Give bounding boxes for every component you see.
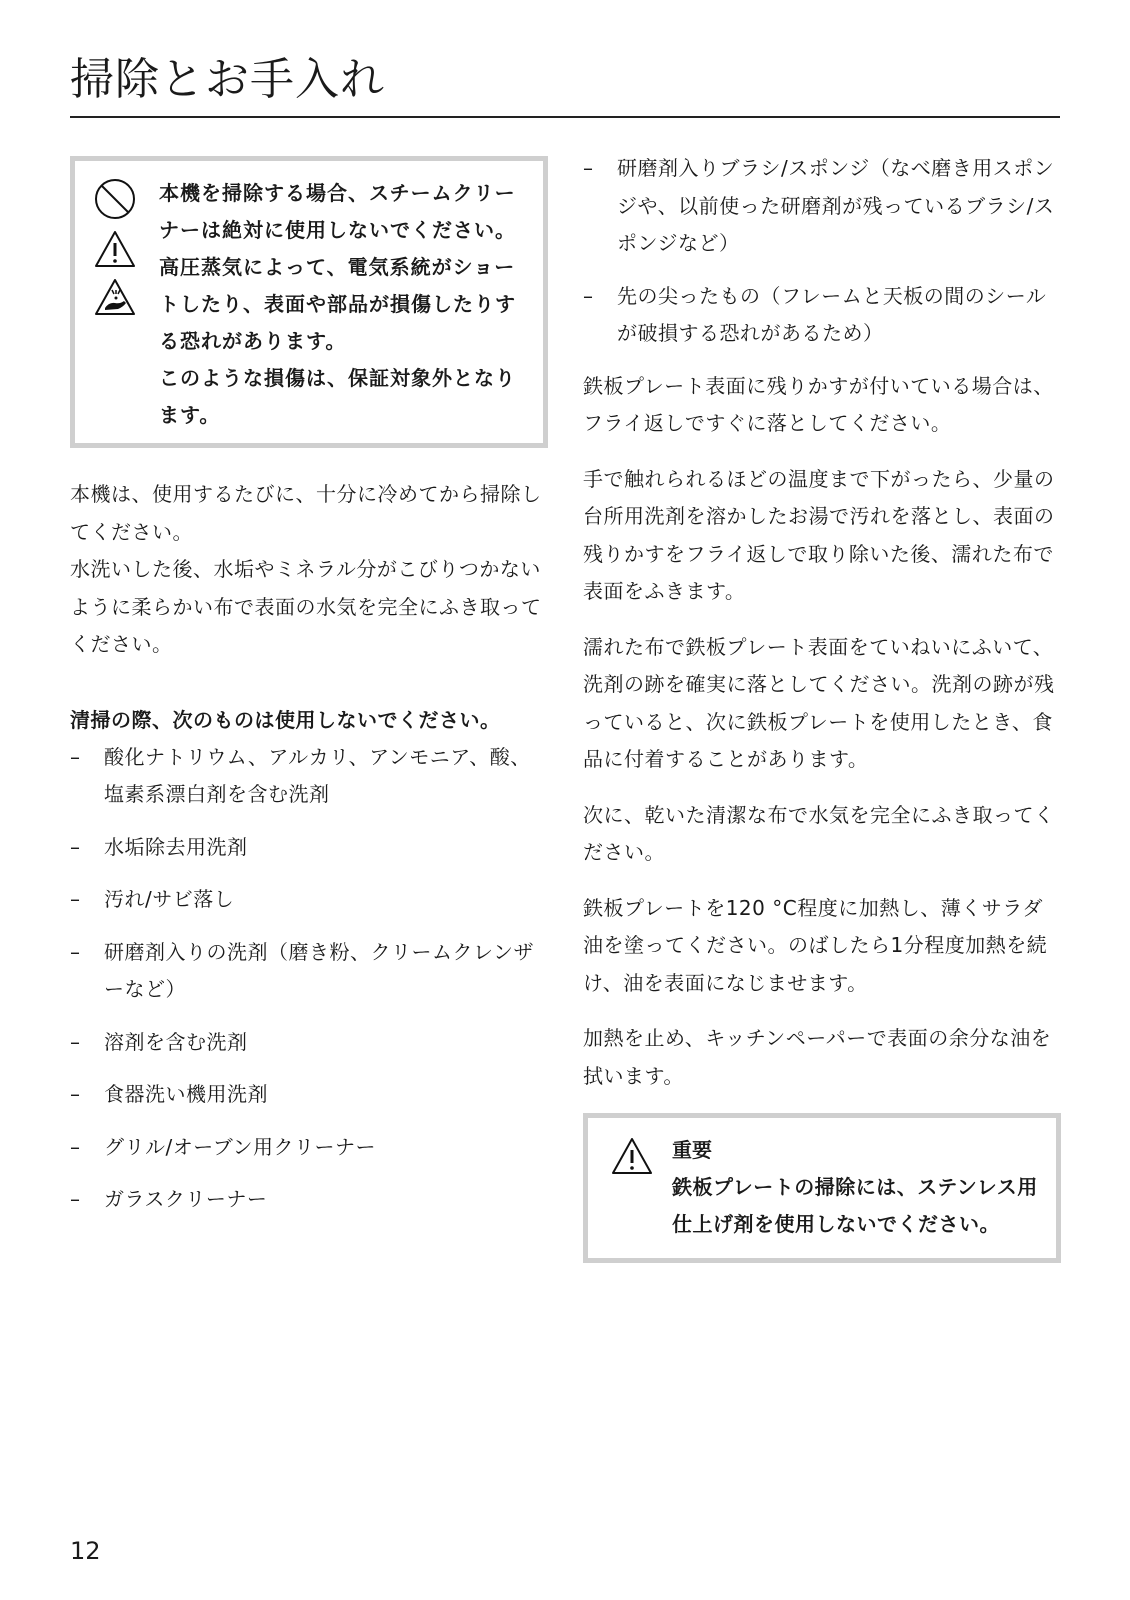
list-item	[70, 1076, 548, 1114]
warning-notice	[70, 156, 548, 448]
cleaning-paragraph: 濡れた布で鉄板プレート表面をていねいにふいて、洗剤の跡を確実に落としてください。洗剤の跡が残っていると、次に鉄板プレートを使用したとき、食品に付着することがあります。	[583, 634, 1055, 771]
cleaning-paragraph: 加熱を止め、キッチンペーパーで表面の余分な油を拭います。	[583, 1026, 1052, 1088]
intro-text	[70, 476, 548, 664]
cleaning-paragraph: 次に、乾いた清潔な布で水気を完全にふき取ってください。	[583, 802, 1055, 864]
dash-bullet: –	[70, 1082, 81, 1106]
dash-bullet: –	[583, 283, 594, 308]
right-column	[583, 150, 1061, 1263]
list-item-text: 水垢除去用洗剤	[104, 834, 248, 859]
list-item	[583, 278, 1061, 353]
list-item	[70, 1181, 548, 1219]
list-item	[70, 739, 548, 814]
warning-triangle-icon	[93, 229, 137, 269]
cleaning-paragraph: 手で触れられるほどの温度まで下がったら、少量の台所用洗剤を溶かしたお湯で汚れを落とし、表面の残りかすをフライ返しで取り除いた後、濡れた布で表面をふきます。	[583, 466, 1055, 603]
warning-text	[159, 175, 529, 434]
list-item	[70, 881, 548, 919]
prohibited-items-heading: 清掃の際、次のものは使用しないでください。	[70, 707, 501, 732]
dash-bullet: –	[70, 939, 81, 964]
list-item	[70, 1024, 548, 1062]
list-item-text: 研磨剤入りブラシ/スポンジ（なべ磨き用スポンジや、以前使った研磨剤が残っているブラシ/スポンジなど）	[617, 156, 1055, 255]
list-item-text: 汚れ/サビ落し	[104, 887, 235, 911]
cleaning-paragraph: 鉄板プレート表面に残りかすが付いている場合は、フライ返しですぐに落としてください。	[583, 373, 1054, 435]
prohibited-items-list-continued	[583, 150, 1061, 353]
page-number: 12	[70, 1537, 101, 1565]
list-item-text: ガラスクリーナー	[104, 1187, 268, 1211]
warning-line: 本機を掃除する場合、スチームクリーナーは絶対に使用しないでください。高圧蒸気によって、電気系統がショートしたり、表面や部品が損傷したりする恐れがあります。	[159, 181, 516, 353]
intro-paragraph: 本機は、使用するたびに、十分に冷めてから掃除してください。	[70, 482, 542, 544]
dash-bullet: –	[70, 744, 81, 769]
list-item-text: 溶剤を含む洗剤	[104, 1029, 248, 1054]
hand-hazard-icon	[93, 277, 137, 317]
intro-paragraph: 水洗いした後、水垢やミネラル分がこびりつかないように柔らかい布で表面の水気を完全にふき取ってください。	[70, 557, 542, 656]
left-column	[70, 150, 548, 1234]
list-item	[70, 1129, 548, 1167]
important-title: 重要	[672, 1138, 712, 1162]
list-item-text: 先の尖ったもの（フレームと天板の間のシールが破損する恐れがあるため）	[617, 283, 1047, 345]
prohibited-icon	[93, 177, 137, 221]
warning-line: このような損傷は、保証対象外となります。	[159, 366, 516, 427]
page-title: 掃除とお手入れ	[70, 54, 385, 105]
dash-bullet: –	[583, 156, 594, 180]
list-item	[583, 150, 1061, 263]
list-item-text: 酸化ナトリウム、アルカリ、アンモニア、酸、塩素系漂白剤を含む洗剤	[104, 744, 531, 806]
dash-bullet: –	[70, 1134, 81, 1159]
dash-bullet: –	[70, 834, 81, 859]
title-divider	[70, 116, 1060, 118]
warning-triangle-icon	[610, 1136, 654, 1176]
prohibited-items-list	[70, 739, 548, 1219]
list-item-text: グリル/オーブン用クリーナー	[104, 1134, 376, 1159]
list-item	[70, 934, 548, 1009]
cleaning-paragraph: 鉄板プレートを120 °C程度に加熱し、薄くサラダ油を塗ってください。のばしたら1分程度加熱を続け、油を表面になじませます。	[583, 895, 1048, 995]
dash-bullet: –	[70, 887, 81, 911]
dash-bullet: –	[70, 1029, 81, 1054]
warning-icons	[93, 177, 139, 325]
list-item	[70, 829, 548, 867]
list-item-text: 研磨剤入りの洗剤（磨き粉、クリームクレンザーなど）	[104, 939, 534, 1001]
dash-bullet: –	[70, 1187, 81, 1211]
important-text: 鉄板プレートの掃除には、ステンレス用仕上げ剤を使用しないでください。	[672, 1175, 1038, 1236]
important-notice	[583, 1113, 1061, 1263]
list-item-text: 食器洗い機用洗剤	[104, 1082, 268, 1106]
